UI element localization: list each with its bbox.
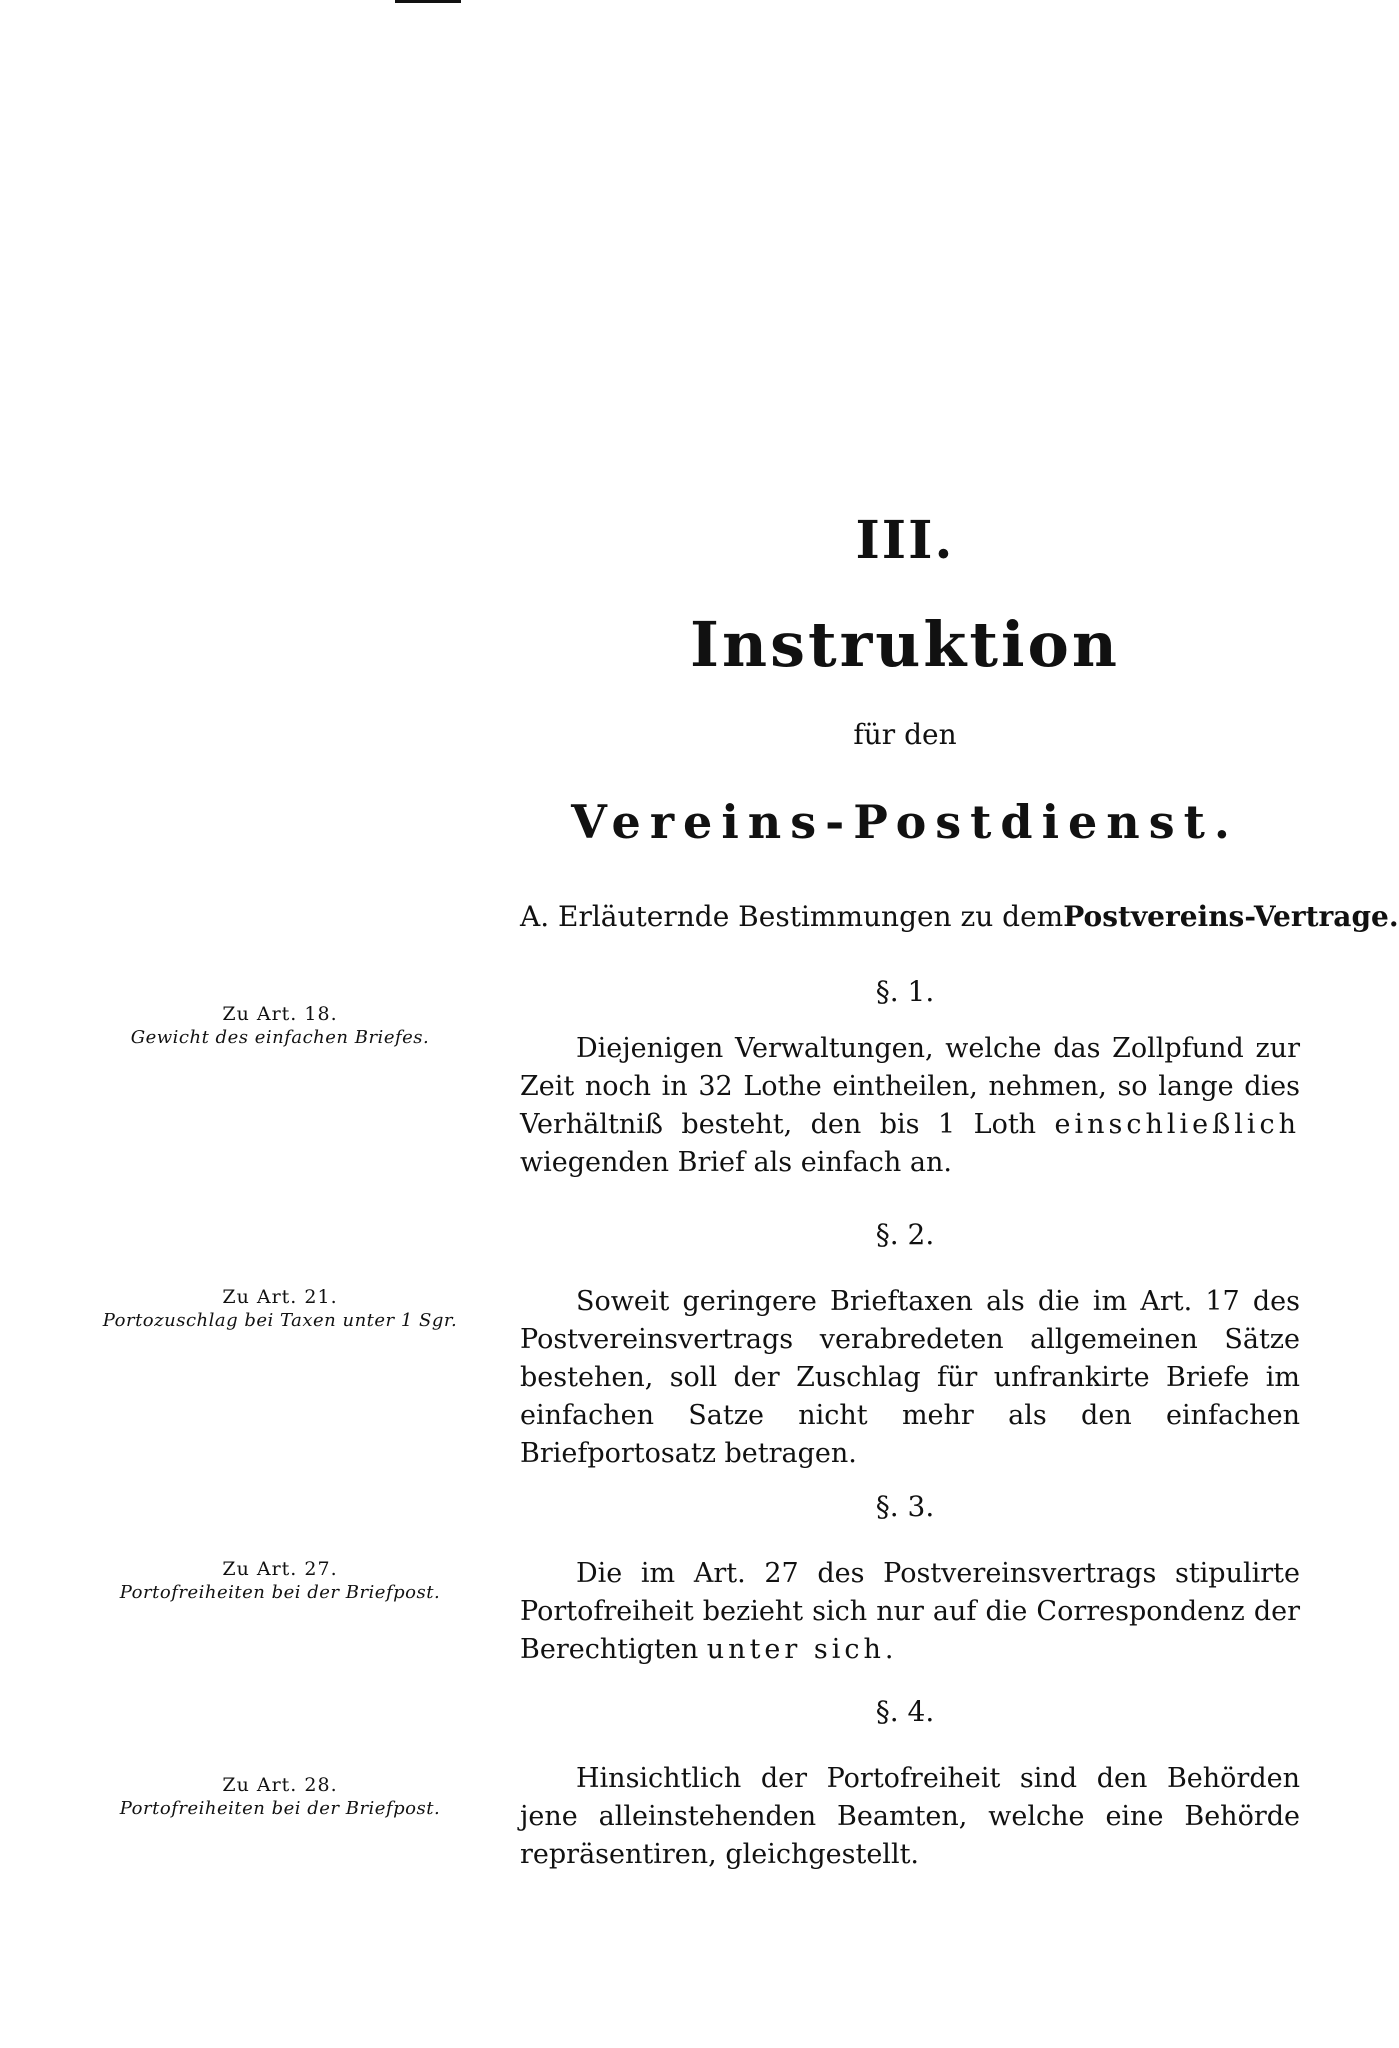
text-spaced: unter sich. [706, 1634, 898, 1665]
paragraph-body [520, 1283, 1300, 1473]
section-text-end: Postvereins-Vertrage. [1063, 900, 1399, 933]
top-rule [395, 0, 461, 3]
margin-reference: Zu Art. 21. [222, 1286, 338, 1308]
margin-description: Portozuschlag bei Taxen unter 1 Sgr. [102, 1310, 458, 1331]
paragraph-body [520, 1030, 1300, 1182]
title-connector: für den [853, 718, 957, 751]
text-after: wiegenden Brief als einfach an. [520, 1147, 952, 1178]
margin-note [60, 1773, 500, 1821]
paragraph-number: §. 1. [875, 975, 935, 1008]
margin-reference: Zu Art. 18. [222, 1003, 338, 1025]
margin-note [60, 1002, 500, 1050]
section-text-start: Erläuternde Bestimmungen zu dem [558, 900, 1064, 933]
margin-description: Gewicht des einfachen Briefes. [130, 1027, 430, 1048]
text-before: Diejenigen Verwaltungen, welche das Zollpfund zur Zeit noch in 32 Lothe eintheilen, nehmen, so lange dies Verhältniß besteht, den bis 1 Loth [520, 1033, 1300, 1140]
paragraph-text [520, 1555, 1300, 1669]
section-letter: A. [520, 900, 550, 933]
text-spaced: einschließlich [1054, 1109, 1300, 1140]
margin-note [60, 1285, 500, 1333]
paragraph-number: §. 4. [875, 1695, 935, 1728]
margin-description: Portofreiheiten bei der Briefpost. [119, 1582, 441, 1603]
roman-numeral: III. [855, 510, 955, 571]
text-before: Hinsichtlich der Portofreiheit sind den Behörden jene alleinstehenden Beamten, welche eine Behörde repräsentiren, gleichgestellt. [520, 1763, 1300, 1870]
margin-reference: Zu Art. 28. [222, 1774, 338, 1796]
paragraph-number: §. 2. [875, 1218, 935, 1251]
margin-note [60, 1557, 500, 1605]
paragraph-text [520, 1283, 1300, 1473]
paragraph-text [520, 1030, 1300, 1182]
paragraph-body [520, 1760, 1300, 1874]
paragraph-number: §. 3. [875, 1490, 935, 1523]
paragraph-text [520, 1760, 1300, 1874]
document-subtitle: Vereins-Postdienst. [571, 795, 1239, 849]
text-before: Die im Art. 27 des Postvereinsvertrags stipulirte Portofreiheit bezieht sich nur auf die Correspondenz der Berechtigten [520, 1558, 1300, 1665]
section-heading [520, 900, 1399, 933]
margin-description: Portofreiheiten bei der Briefpost. [119, 1798, 441, 1819]
document-title: Instruktion [690, 608, 1120, 681]
paragraph-body [520, 1555, 1300, 1669]
text-before: Soweit geringere Brieftaxen als die im Art. 17 des Postvereinsvertrags verabredeten allgemeinen Sätze bestehen, soll der Zuschlag für unfrankirte Briefe im einfachen Satze nicht mehr als den einfachen Briefportosatz betragen. [520, 1286, 1300, 1469]
margin-reference: Zu Art. 27. [222, 1558, 338, 1580]
